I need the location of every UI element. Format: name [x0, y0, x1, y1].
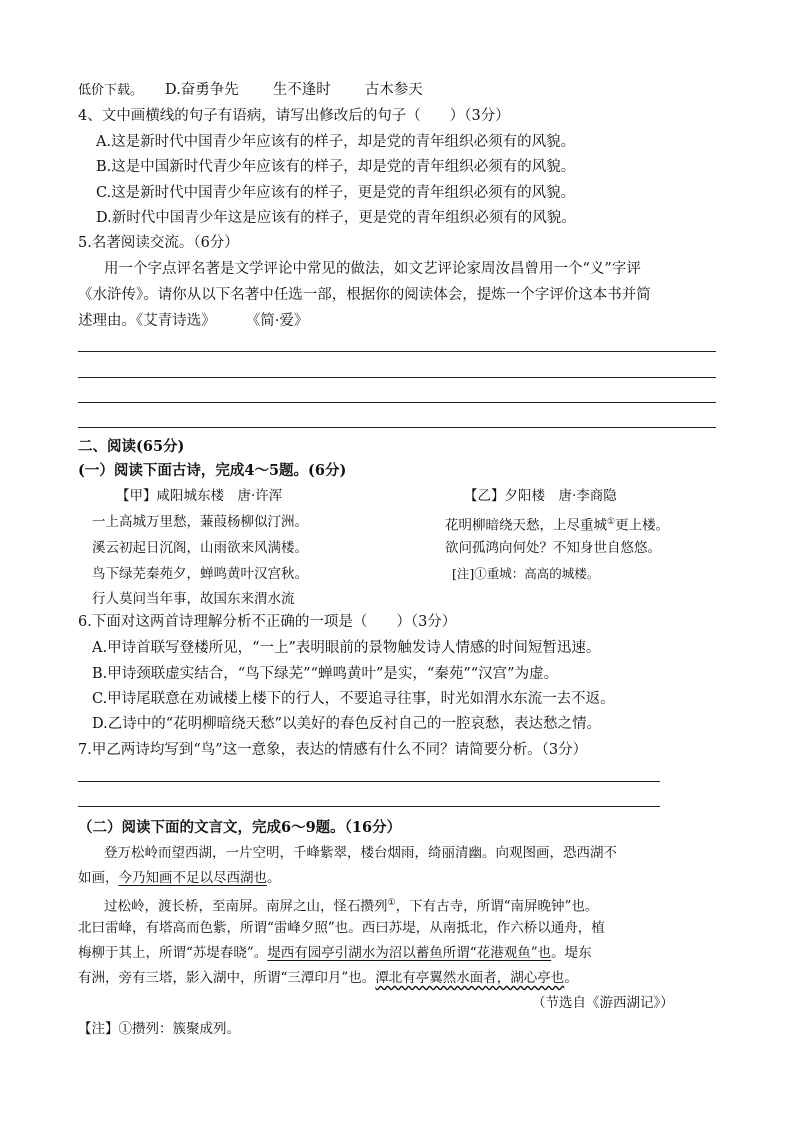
footnote-mark: ①	[607, 517, 616, 527]
poem-b-line-1-text-b: 更上楼。	[615, 517, 670, 534]
passage-text: 。	[267, 870, 281, 886]
q6-option-b: B.甲诗颈联虚实结合，“鸟下绿芜”“蝉鸣黄叶”是实，“秦苑”“汉宫”为虚。	[92, 666, 559, 682]
q6-option-d: D.乙诗中的“花明柳暗绕天愁”以美好的春色反衬自己的一腔哀愁，表达愁之情。	[92, 716, 602, 732]
q5-book-2: 《简·爱》	[245, 313, 309, 329]
wavy-underlined-sentence: 潭北有亭翼然水面者，湖心亭也	[375, 970, 565, 986]
answer-line[interactable]	[78, 806, 660, 807]
passage-text: 如画，	[78, 870, 119, 886]
q4-option-a: A.这是新时代中国青少年应该有的样子，却是党的青年组织必须有的风貌。	[96, 134, 576, 150]
passage-note: 【注】①攒列：簇聚成列。	[78, 1021, 240, 1037]
passage-p2-line-2: 北曰雷峰，有塔高而色紫，所谓“雷峰夕照”也。西曰苏堤，从南抵北，作六桥以通舟，植	[78, 920, 605, 936]
q5-body-line-3-text: 述理由。	[78, 313, 136, 329]
q5-body-line-1: 用一个字点评名著是文学评论中常见的做法，如文艺评论家周汝昌曾用一个“义”字评	[104, 261, 641, 277]
q5-book-1: 《艾青诗选》	[136, 313, 216, 329]
top-line	[78, 80, 423, 101]
q5-body-line-2: 《水浒传》。请你从以下名著中任选一部，根据你的阅读体会，提炼一个字评价这本书并简	[78, 287, 651, 303]
q4-option-b: B.这是中国新时代青少年应该有的样子，却是党的青年组织必须有的风貌。	[96, 159, 576, 175]
underlined-sentence: 今乃知画不足以尽西湖也	[118, 870, 267, 886]
q5-stem: 5.名著阅读交流。（6分）	[78, 235, 239, 251]
passage-source: （节选自《游西湖记》）	[532, 995, 674, 1011]
option-d-words: D.奋勇争先	[165, 82, 239, 98]
poem-a-line-4: 行人莫问当年事，故国东来渭水流	[92, 591, 295, 607]
q4-option-d: D.新时代中国青少年这是应该有的样子，更是党的青年组织必须有的风貌。	[96, 210, 576, 226]
q4-option-c: C.这是新时代中国青少年应该有的样子，更是党的青年组织必须有的风貌。	[96, 185, 576, 201]
section-2-title: 二、阅读(65分)	[78, 438, 185, 455]
poem-a-title: 【甲】咸阳城东楼 唐·许浑	[116, 488, 283, 504]
top-line-prefix: 低价下载。	[78, 83, 144, 98]
passage-text: 。	[564, 970, 578, 986]
q7-stem: 7.甲乙两诗均写到“鸟”这一意象，表达的情感有什么不同？请简要分析。（3分）	[78, 742, 588, 758]
footnote-mark: ①	[387, 898, 396, 908]
poem-b-note: [注]①重城：高高的城楼。	[452, 566, 600, 581]
q4-stem: 4、文中画横线的句子有语病，请写出修改后的句子（ ）（3分）	[78, 108, 510, 124]
poem-b-title: 【乙】夕阳楼 唐·李商隐	[464, 488, 617, 504]
passage-p2-line-3	[78, 943, 592, 963]
answer-line[interactable]	[78, 351, 716, 352]
poem-a-line-3: 鸟下绿芜秦苑夕，蝉鸣黄叶汉宫秋。	[92, 566, 308, 582]
poem-b-line-2: 欲问孤鸿向何处？不知身世自悠悠。	[445, 540, 661, 556]
poem-a-line-1: 一上高城万里愁，蒹葭杨柳似汀洲。	[92, 514, 308, 530]
passage-text: 过松岭，渡长桥，至南屏。南屏之山，怪石攒列	[104, 898, 388, 915]
passage-p1-line-2	[78, 868, 281, 888]
poem-b-line-1	[445, 512, 669, 536]
passage-p2-line-4	[78, 968, 578, 988]
passage-text: 有洲，旁有三塔，影入湖中，所谓“三潭印月”也。	[78, 970, 376, 986]
passage-p2-line-1	[104, 893, 598, 917]
passage-text: 。堤东	[551, 945, 592, 961]
answer-line[interactable]	[78, 377, 716, 378]
q6-option-c: C.甲诗尾联意在劝诫楼上楼下的行人，不要追寻往事，时光如渭水东流一去不返。	[92, 691, 615, 707]
part-1-title: (一）阅读下面古诗，完成4～5题。(6分)	[78, 462, 347, 479]
word-2: 生不逢时	[272, 82, 331, 98]
answer-line[interactable]	[78, 427, 716, 428]
q6-option-a: A.甲诗首联写登楼所见，“一上”表明眼前的景物触发诗人情感的时间短暂迅速。	[92, 640, 601, 656]
answer-line[interactable]	[78, 402, 716, 403]
passage-p1-line-1: 登万松岭而望西湖，一片空明，千峰紫翠，楼台烟雨，绮丽清幽。向观图画，恐西湖不	[104, 845, 617, 861]
poem-b-line-1-text-a: 花明柳暗绕天愁，上尽重城	[445, 517, 607, 534]
word-3: 古木参天	[364, 82, 423, 98]
poem-a-line-2: 溪云初起日沉阁，山雨欲来风满楼。	[92, 540, 308, 556]
passage-text: ，下有古寺，所谓“南屏晚钟”也。	[395, 898, 599, 915]
passage-text: 梅柳于其上，所谓“苏堤春晓”。	[78, 945, 268, 961]
answer-line[interactable]	[78, 781, 660, 782]
underlined-sentence: 堤西有园亭引湖水为沼以蓄鱼所谓“花港观鱼”也	[267, 945, 552, 961]
q5-body-line-3	[78, 311, 308, 331]
part-2-title: （二）阅读下面的文言文，完成6～9题。（16分）	[78, 819, 402, 836]
q6-stem: 6.下面对这两首诗理解分析不正确的一项是（ ）（3分）	[78, 614, 457, 630]
